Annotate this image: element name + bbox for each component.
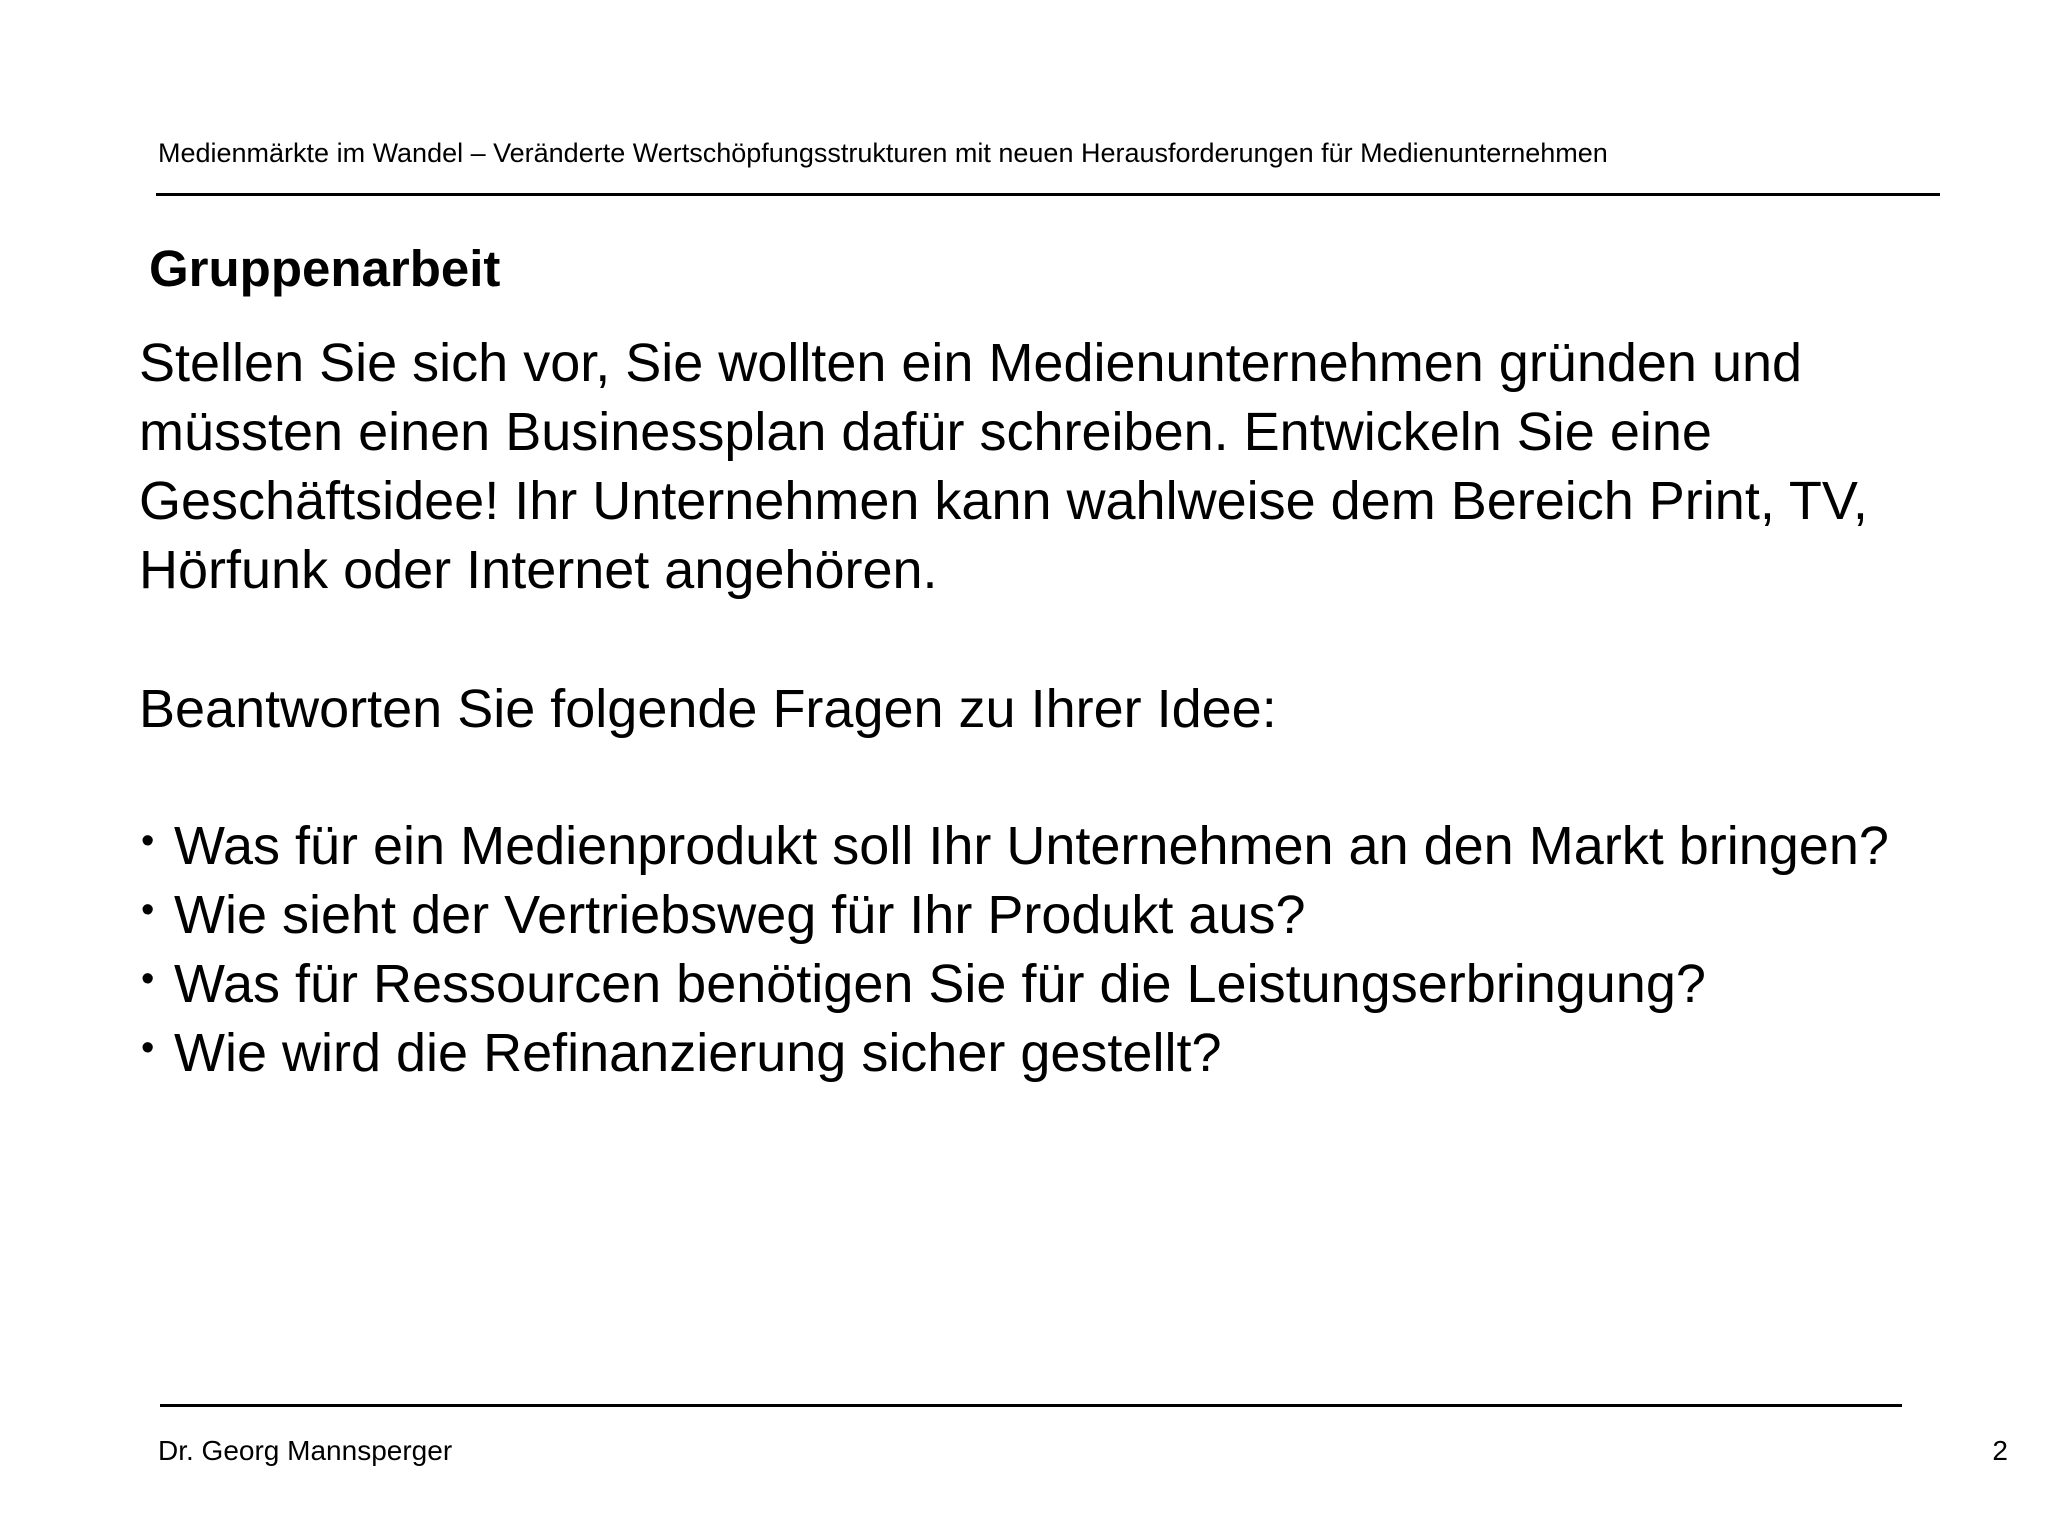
footer-author: Dr. Georg Mannsperger (158, 1435, 453, 1466)
intro-line: Stellen Sie sich vor, Sie wollten ein Medienunternehmen gründen und (139, 333, 1803, 393)
document-header-title: Medienmärkte im Wandel – Veränderte Wertschöpfungsstrukturen mit neuen Herausforderungen für Medienunternehmen (158, 138, 1608, 168)
footer-divider (160, 1404, 1902, 1407)
question-item (139, 950, 1889, 1019)
question-item (139, 881, 1889, 950)
bullet-icon: • (141, 958, 155, 1000)
intro-paragraph (139, 329, 1999, 605)
question-text: Was für Ressourcen benötigen Sie für die Leistungserbringung? (174, 954, 1706, 1014)
question-text: Was für ein Medienprodukt soll Ihr Unternehmen an den Markt bringen? (174, 816, 1889, 876)
header-divider (156, 193, 1940, 196)
slide-heading: Gruppenarbeit (149, 240, 501, 297)
question-prompt: Beantworten Sie folgende Fragen zu Ihrer Idee: (139, 679, 1277, 739)
question-list (139, 812, 1889, 1088)
intro-line: Geschäftsidee! Ihr Unternehmen kann wahlweise dem Bereich Print, TV, (139, 471, 1868, 531)
question-text: Wie wird die Refinanzierung sicher gestellt? (174, 1023, 1222, 1083)
page-number: 2 (1992, 1435, 2008, 1466)
bullet-icon: • (141, 889, 155, 931)
intro-line: müssten einen Businessplan dafür schreiben. Entwickeln Sie eine (139, 402, 1712, 462)
question-item (139, 812, 1889, 881)
intro-line: Hörfunk oder Internet angehören. (139, 540, 938, 600)
bullet-icon: • (141, 1027, 155, 1069)
question-item (139, 1019, 1889, 1088)
question-text: Wie sieht der Vertriebsweg für Ihr Produkt aus? (174, 885, 1306, 945)
bullet-icon: • (141, 820, 155, 862)
